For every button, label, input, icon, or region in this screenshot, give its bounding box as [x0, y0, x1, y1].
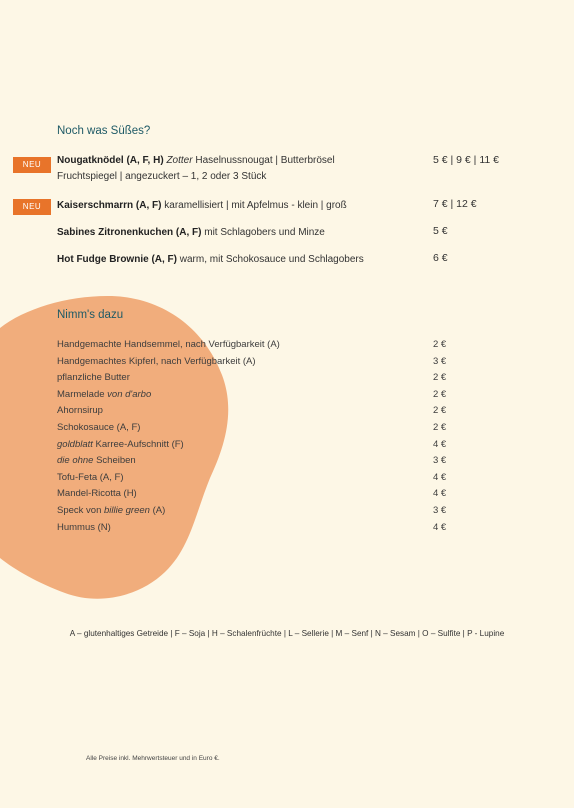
side-item-text: Karree-Aufschnitt (F): [92, 438, 184, 450]
side-item-price: 3 €: [433, 505, 447, 516]
side-item-brand: billie green: [104, 505, 150, 516]
item-desc: Haselnussnougat | Butterbrösel: [192, 155, 335, 166]
side-item-price: 2 €: [433, 339, 447, 350]
side-item-text: Handgemachtes Kipferl, nach Verfügbarkeit (A): [57, 355, 256, 367]
item-desc-2: Fruchtspiegel | angezuckert – 1, 2 oder 3 Stück: [57, 171, 267, 182]
side-item-price: 4 €: [433, 438, 447, 450]
item-price: 7 € | 12 €: [433, 198, 477, 210]
side-item-text: Speck von: [57, 505, 104, 516]
price-footnote: Alle Preise inkl. Mehrwertsteuer und in Euro €.: [86, 755, 220, 762]
side-item-price: 4 €: [433, 471, 447, 483]
side-item-text: (A): [149, 505, 166, 516]
side-item-name: [57, 503, 165, 520]
side-item-price: 2 €: [433, 388, 447, 400]
item-name: Sabines Zitronenkuchen (A, F): [57, 227, 202, 238]
side-item-price: 3 €: [433, 355, 447, 367]
side-item-text: Mandel-Ricotta (H): [57, 488, 137, 500]
item-brand: Zotter: [166, 155, 193, 166]
menu-item-kaiserschmarrn: [57, 198, 347, 214]
side-item-brand: die ohne: [57, 455, 94, 467]
side-item-text: Ahornsirup: [57, 405, 103, 417]
side-item-price: 4 €: [433, 521, 447, 533]
side-item-price: 4 €: [433, 488, 447, 500]
item-name: Hot Fudge Brownie (A, F): [57, 254, 177, 265]
side-item-text: Handgemachte Handsemmel, nach Verfügbarkeit (A): [57, 339, 280, 350]
side-item-text: Hummus (N): [57, 521, 111, 533]
menu-item-zitronenkuchen: [57, 225, 325, 241]
side-item-text: Marmelade: [57, 388, 108, 400]
allergen-legend: A – glutenhaltiges Getreide | F – Soja | H – Schalenfrüchte | L – Sellerie | M – Senf | N – Sesam | O – Sulfite | P - Lupine: [69, 629, 505, 638]
new-badge: NEU: [13, 199, 51, 215]
item-name: Nougatknödel (A, F, H): [57, 155, 164, 166]
menu-item-nougatknoedel: [57, 153, 335, 185]
side-item-name: [57, 403, 103, 420]
item-name: Kaiserschmarrn (A, F): [57, 200, 162, 211]
side-item-price: 2 €: [433, 405, 447, 417]
side-item-name: [57, 486, 137, 503]
side-item-name: [57, 337, 280, 354]
side-item-brand: von d'arbo: [107, 388, 152, 400]
side-item-name: [57, 437, 184, 454]
side-item-text: Schokosauce (A, F): [57, 422, 141, 433]
side-item-brand: goldblatt: [57, 438, 93, 450]
section-title-sides: Nimm's dazu: [57, 309, 124, 321]
item-desc: mit Schlagobers und Minze: [201, 227, 325, 238]
side-item-name: [57, 387, 151, 404]
side-item-name: [57, 520, 111, 537]
side-item-text: Scheiben: [93, 455, 136, 467]
item-price: 5 €: [433, 225, 448, 237]
item-desc: karamellisiert | mit Apfelmus - klein | groß: [161, 200, 347, 211]
side-item-name: [57, 470, 124, 487]
section-title-sweets: Noch was Süßes?: [57, 125, 151, 137]
side-item-text: Tofu-Feta (A, F): [57, 471, 124, 483]
item-price: 5 € | 9 € | 11 €: [433, 154, 499, 166]
item-price: 6 €: [433, 252, 448, 264]
item-desc: warm, mit Schokosauce und Schlagobers: [177, 254, 364, 265]
side-item-name: [57, 453, 136, 470]
menu-item-brownie: [57, 252, 364, 268]
side-item-name: [57, 354, 256, 371]
side-item-price: 2 €: [433, 422, 447, 433]
side-item-name: [57, 370, 130, 387]
side-item-text: pflanzliche Butter: [57, 372, 130, 384]
side-item-price: 3 €: [433, 455, 447, 467]
side-item-price: 2 €: [433, 372, 447, 384]
side-item-name: [57, 420, 140, 437]
new-badge: NEU: [13, 157, 51, 173]
